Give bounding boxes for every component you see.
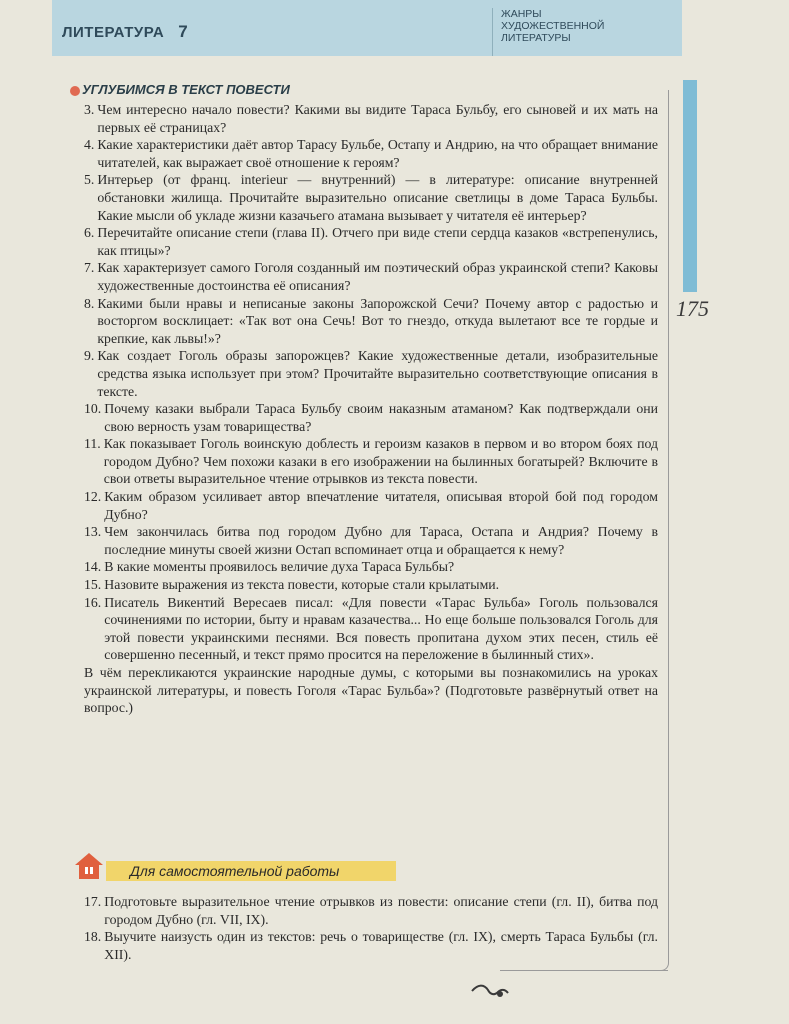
question-item [84,576,658,594]
section-line-3: ЛИТЕРАТУРЫ [501,32,571,44]
task-number: 17. [84,894,102,909]
question-item [84,171,658,224]
question-item [84,435,658,488]
question-number: 7. [84,260,95,276]
question-number: 5. [84,172,95,188]
question-text: Какие характеристики даёт автор Тарасу Бульбе, Остапу и Андрию, на что обращает внимание читателей, как выражает своё отношение к героям? [97,137,658,170]
section-title [60,82,290,97]
page-frame [660,90,669,971]
subject-label: ЛИТЕРАТУРА [62,24,165,41]
question-item [84,488,658,523]
tasks-banner-label: Для самостоятельной работы [106,861,396,881]
section-line-1: ЖАНРЫ [501,8,542,20]
question-item [84,523,658,558]
question-text: Как характеризует самого Гоголя созданный им поэтический образ украинской степи? Каковы художественные достоинства её описания? [97,260,658,293]
grade-label: 7 [178,22,189,41]
page-number: 175 [676,296,709,321]
question-number: 15. [84,577,102,593]
question-number: 11. [84,436,101,452]
question-text: Каким образом усиливает автор впечатление читателя, описывая второй бой под городом Дубно? [104,489,658,522]
question-number: 4. [84,137,95,153]
section-title-text: УГЛУБИМСЯ В ТЕКСТ ПОВЕСТИ [82,82,290,97]
question-number: 16. [84,594,102,610]
task-text: Подготовьте выразительное чтение отрывков из повести: описание степи (гл. II), битва под городом Дубно (гл. VII, IX). [104,894,658,927]
question-number: 6. [84,225,95,241]
question-text: Как создает Гоголь образы запорожцев? Какие художественные детали, изобразительные средства языка использует при этом? Прочитайте выразительно соответствующие описания в тексте. [97,348,658,399]
question-number: 8. [84,295,95,311]
question-text: В какие моменты проявилось величие духа Тараса Бульбы? [104,559,455,575]
question-item [84,558,658,576]
question-number: 9. [84,348,95,364]
house-icon [74,852,104,880]
question-item [84,594,658,664]
question-item [84,347,658,400]
question-number: 10. [84,401,102,417]
question-text: Чем интересно начало повести? Какими вы видите Тараса Бульбу, его сыновей и их мать на первых её страницах? [97,102,658,135]
task-item [84,893,658,928]
section-line-2: ХУДОЖЕСТВЕННОЙ [501,20,605,32]
question-item [84,101,658,136]
page-header [52,0,682,56]
question-item [84,224,658,259]
question-text: Как показывает Гоголь воинскую доблесть и героизм казаков в первом и во втором боях под городом Дубно? Чем похожи казаки в его изображении на былинных богатырей? Включите в свои ответы выразительное чтение отрывков из текста повести. [103,436,658,487]
question-item [84,259,658,294]
question-number: 14. [84,559,102,575]
question-item [84,295,658,348]
header-subject [62,22,188,42]
question-item [84,136,658,171]
question-item [84,400,658,435]
question-text: Перечитайте описание степи (глава II). Отчего при виде степи сердца казаков «встрепенулись, как птицы»? [97,225,658,258]
question-text: Какими были нравы и неписаные законы Запорожской Сечи? Почему автор с радостью и восторгом восклицает: «Так вот она Сечь! Вот то гнездо, откуда вылетают все те гордые и крепкие, как львы!»? [97,295,658,346]
page-frame-bottom [500,970,668,971]
task-text: Выучите наизусть один из текстов: речь о товариществе (гл. IX), смерть Тараса Бульбы (гл. XII). [104,929,658,962]
question-text: Назовите выражения из текста повести, которые стали крылатыми. [104,577,500,593]
question-text: Интерьер (от франц. interieur — внутренний) — в литературе: описание внутренней обстановки жилища. Прочитайте выразительно описание светлицы в доме Тараса Бульбы. Какие мысли об укладе жизни казачьего атамана вызывает у читателя её интерьер? [97,172,658,223]
question-number: 12. [84,489,102,505]
side-color-bar [683,80,697,292]
tasks-list [84,893,658,963]
task-item [84,928,658,963]
task-number: 18. [84,929,102,945]
question-number: 3. [84,102,95,117]
question-text: Чем закончилась битва под городом Дубно для Тараса, Остапа и Андрия? Почему в последние минуты своей жизни Остап вспоминает отца и обращается к нему? [104,524,658,557]
header-section [492,8,691,56]
questions-list [84,101,658,717]
question-text: Писатель Викентий Вересаев писал: «Для повести «Тарас Бульба» Гоголь пользовался сочинениями по истории, быту и нравам казачества... Но еще больше пользовался Гоголь для этой повести украинскими песнями. Вся повесть пропитана духом этих песен, стиль её совершенно песенный, и текст прямо просится на переложение в былинный стих». [104,594,658,663]
ornament-icon [470,982,510,1000]
question-number: 13. [84,524,102,540]
question-text: Почему казаки выбрали Тараса Бульбу своим наказным атаманом? Как подтверждали они свою верность узам товарищества? [104,401,658,434]
question-continuation: В чём перекликаются украинские народные думы, с которыми вы познакомились на уроках украинской литературы, и повесть Гоголя «Тарас Бульба»? (Подготовьте развёрнутый ответ на вопрос.) [84,665,658,716]
